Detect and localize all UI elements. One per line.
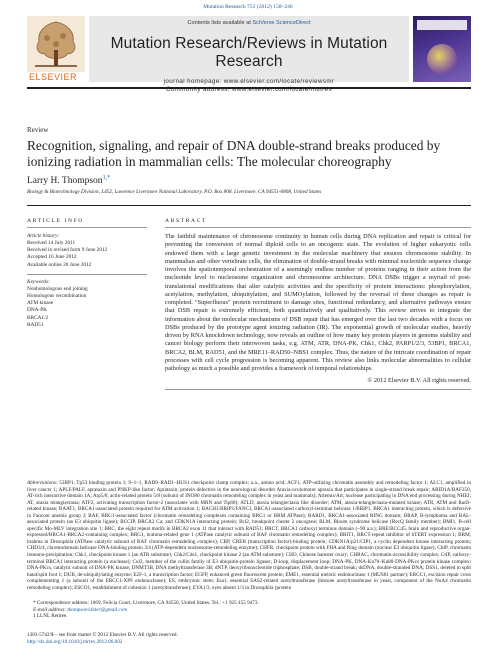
journal-header [27, 16, 471, 93]
author-name[interactable]: Larry H. Thompson [27, 176, 103, 187]
email-link[interactable]: thompson14ster@gmail.com [67, 606, 128, 613]
abstract-text: The faithful maintenance of chromosome continuity in human cells during DNA replication and repair is critical for preventing the conversion of normal diploid cells to an oncogenic state. The evolution of higher eukaryotic cells endowed them with a large genetic investment in the molecular machinery that ensures chromosome stability. In mammalian and other vertebrate cells, the elimination of double-strand breaks with minimal nucleotide sequence change involves the spatiotemporal orchestration of a seemingly endless number of proteins ranging in their action from the nucleotide level to nucleosome organization and chromosome architecture. DNA DSBs trigger a myriad of post-translational modifications that alter catalytic activities and the specificity of protein interactions: phosphorylation, acetylation, methylation, ubiquitylation, and SUMOylation, followed by the reversal of these changes as repair is completed. "Superfluous" protein recruitment to damage sites, functional redundancy, and alternative pathways ensure that DSB repair is extremely efficient, both quantitatively and qualitatively. This review strives to integrate the information about the molecular mechanisms of DSB repair that has emerged over the last two decades with a focus on DSBs produced by the prototype agent ionizing radiation (IR). The exponential growth of molecular studies, heavily driven by RNA knockdown technology, now reveals an outline of how many key protein players in genome stability and cancer biology perform their interwoven tasks, e.g. ATM, ATR, DNA-PK, Chk1, Chk2, PARP1/2/3, 53BP1, BRCA1, BRCA2, BLM, RAD51, and the MRE11–RAD50–NBS1 complex. Thus, the nature of the intricate coordination of repair processes with cell cycle progression is becoming apparent. This review also links molecular abnormalities to cellular pathology as much a possible and provides a framework of temporal relationships. [165, 233, 471, 372]
contents-line [89, 16, 409, 30]
sciencedirect-link[interactable]: SciVerse ScienceDirect [252, 20, 311, 26]
email-footnote [27, 607, 471, 614]
history-item: Received in revised form 9 June 2012 [27, 247, 108, 254]
journal-cover-thumbnail[interactable] [413, 16, 471, 82]
footnotes [27, 600, 471, 620]
keyword-item: BRCA1/2 [27, 314, 49, 321]
retiree-footnote: 1 LLNL Retiree. [33, 613, 68, 620]
journal-title: Mutation Research/Reviews in Mutation Research [110, 35, 388, 70]
cover-title-band [417, 20, 467, 30]
article-info-column [27, 218, 147, 329]
elsevier-logo[interactable] [27, 16, 85, 82]
abstract-copyright: © 2012 Elsevier B.V. All rights reserved. [367, 377, 471, 385]
elsevier-tree-icon [27, 16, 85, 72]
article-type: Review [27, 126, 49, 134]
header-rule [27, 87, 471, 89]
issn-block [27, 632, 471, 645]
article-title: Recognition, signaling, and repair of DNA double-strand breaks produced by ionizing radiation in mammalian cells: The molecular choreography [27, 138, 441, 169]
keyword-item: DNA-PK [27, 307, 48, 314]
abbreviations-block [27, 480, 471, 591]
journal-citation[interactable] [0, 4, 496, 10]
issn-line: 1383-5742/$ – see front matter © 2012 Elsevier B.V. All rights reserved. [27, 632, 178, 638]
correspondence-footnote: * Correspondence address: 1069, Felicia Court, Livermore, CA 94550, United States. Tel.: +1 925 455 9473. [33, 600, 259, 606]
history-label: Article history: [27, 233, 60, 239]
keyword-item: RAD51 [27, 321, 44, 328]
publisher-logo-text: ELSEVIER [29, 72, 78, 82]
abbreviations-text: 53BP1, Tp53 binding protein 1; 9–1–1, RAD9–RAD1–HUS1 checkpoint clamp complex; a.a., amino acid; ACF1, ATP-utilizing chromatin assembly and remodeling factor 1; ALC1, amplified in liver cancer 1; APLF/PALF, aprataxin and PNKP-like factor; Aprataxin, protein defective in the neurological disorder Ataxia-oculomotor apraxia that participates in single-strand break repair; ARID1A/BAF250, AT-rich interactive domain 1A; Arp5/8, actin-related protein 5/8 (subunit of INO80 chromatin remodeling complex in yeast and mammals); Artemis/Art, nuclease participating in DNA end processing during NHEJ; AT, ataxia telangiectasia; ATF2, activating transcription factor-2 (associates with MRN and Tip60); ATLD, ataxia telangiectasia like disorder; ATM, ataxia-telangiectasia-mutated kinase; ATR, ATM and Rad3-related kinase; BAAT1, BRCA1-associated protein required for ATM activation 1; BACH1/BRIP1/FANCJ, BRCA1-associated carboxyl-terminal helicase 1/BRIP1, BRCA1 interacting protein, which is defective in Fanconi anemia group J; BAF, BRG1-associated factor (chromatin remodeling complexes containing BRG1 or BRM ATPase); BARD1, BRCA1-associated RING domain; BRAP, B-lymphoma and BAL-associated protein (an E3 ubiquitin ligase); BCCIP, BRCA2 Ca; and CDKN1A interacting protein; Bcl2, breakpoint cluster 2 oncogene; BLM, Bloom syndrome helicase (RecQ family member); BMI1, B-cell specific Mo-MLV integration site 1; BRC, the eight repeat motifs in BRCA2 exon 11 that interact with RAD51; BRCT, BRCA1 carboxyl terminus domain (~90 a.a.); BRE/BCC45, brain and reproductive organ-expressed/BRCA1-BRCA2-containing complex; BRG1, brahma-related gene 1 (ATPase catalytic subunit of BAF chromatin remodeling complex); BRIT1, BRCT-repeat inhibitor of hTERT expression 1; BRM, brahma in Drosophila (ATPase catalytic subunit of BAF chromatin remodeling complex); CBP, CREB (transcription factor)-binding protein; CDKN1A/p21/CIP1, a cyclin dependent kinase interacting protein; CHD3/4, chromodomain helicase DNA-binding protein 3/4 (ATP-dependent nucleosome-remodeling enzyme); CHFR, checkpoint protein with FHA and Ring domain (nuclear E3 ubiquitin ligase); ChIP, chromatin immuno-precipitation; Chk1, checkpoint kinase 1 (an ATR substrate); Chk2/Cds1, checkpoint kinase 2 (an ATM substrate); CHO, Chinese hamster ovary; CHRAC, chromatin-accessibility complex; CtIP, carboxy-terminal BRCA1 interacting protein (a nuclease); Cul3, member of the cullin family of E3 ubiquitin-protein ligases; D-loop, displacement loop; DNA-PK, DNA-Ku70–Ku80-DNA-PKcs protein kinase complex; DNA-PKcs, catalytic subunit of DNA-PK kinase; DNMT3B, DNA methyltransferase 3B; dNTP, deoxyribonucleotide triphosphate; DSB, double-strand break; dsDNA, double-stranded DNA; DSS1, deleted in split hand/split foot 1; DUB, de-ubiquitylating enzyme; E2F-1, a transcription factor; EGFP, enhanced green fluorescent protein; EME1, essential meiotic endonuclease 1 (MUS81 partner); ERCC1, excision repair cross complementing 1 (a subunit of the ERCC1-XPF endonuclease); ES, embryonic stem; Esa1, essential SAS2-related acetyltransferase (histone acetyltransferase in yeast, component of the NuA4 chromatin remodeling complex); ESCO1, establishment of cohesion 1 (acetyltransferase); EYA1/3, eyes absent 1/3 in Drosophila (protein [27, 480, 472, 591]
keywords-label: Keywords: [27, 278, 50, 285]
keyword-item: ATM kinase [27, 300, 54, 307]
contents-prefix: Contents lists available at [187, 20, 253, 26]
history-item: Accepted 16 June 2012 [27, 254, 77, 261]
history-item: Received 14 July 2011 [27, 240, 76, 246]
author-affiliation: Biology & Biotechnology Division, L452, Lawrence Livermore National Laboratory, P.O. Box 808, Livermore, CA 94551-0808, United States [27, 189, 322, 195]
abstract-column [165, 218, 471, 390]
journal-homepage[interactable]: journal homepage: www.elsevier.com/locate/reviewsmr [163, 78, 335, 85]
affiliation-rule [27, 205, 471, 206]
keyword-item: Homologous recombination [27, 293, 87, 300]
abstract-heading: ABSTRACT [165, 218, 471, 228]
abstract-rule [165, 389, 471, 390]
keyword-item: Nonhomologous end joining [27, 285, 88, 292]
keywords-rule [27, 274, 147, 275]
abbreviations-label: Abbreviations: [27, 480, 58, 486]
journal-banner [89, 16, 409, 93]
history-item: Available online 26 June 2012 [27, 261, 92, 268]
article-info-heading: ARTICLE INFO [27, 218, 147, 228]
cover-illustration [427, 44, 457, 74]
community-address[interactable]: Community address: www.elsevier.com/locate/mutres [165, 86, 333, 93]
email-label: E-mail address: [33, 606, 68, 613]
author-line [27, 175, 110, 186]
doi-link[interactable]: http://dx.doi.org/10.1016/j.mrrev.2012.06.002 [27, 638, 123, 645]
citation-link[interactable]: Mutation Research 751 (2012) 158–246 [203, 4, 293, 10]
author-footnote-marks[interactable]: 1,* [102, 175, 111, 181]
